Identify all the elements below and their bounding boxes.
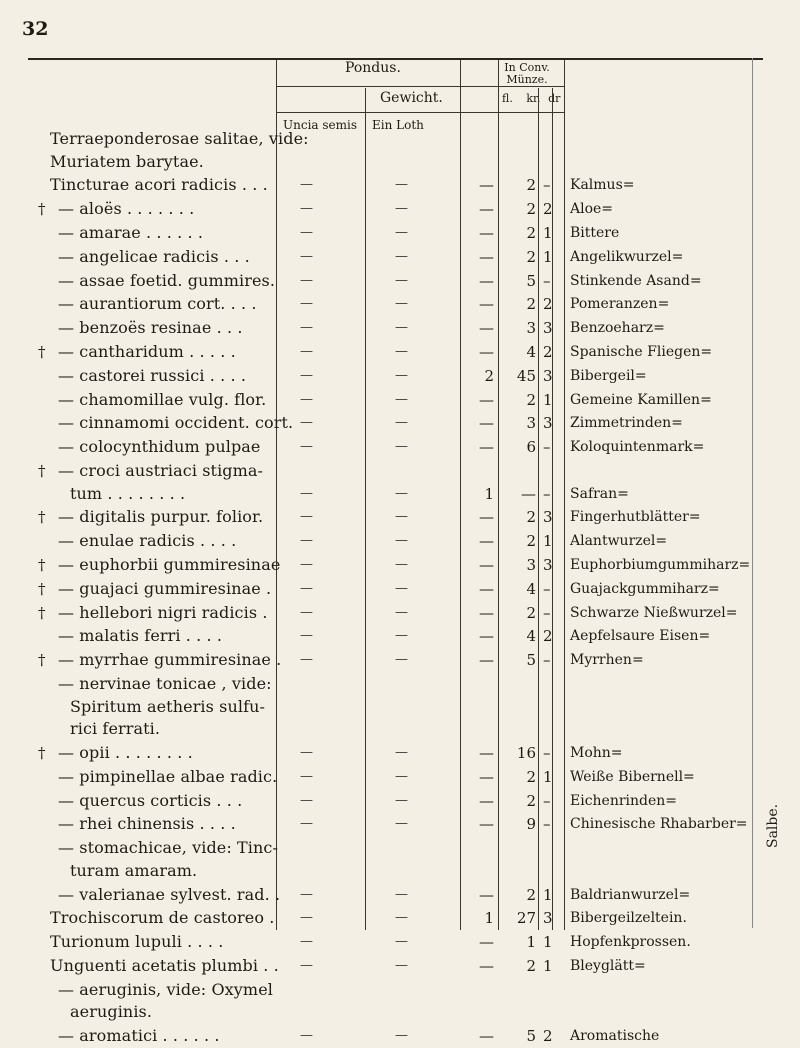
fl-value: —: [479, 438, 494, 457]
german-name: Baldrianwurzel=: [570, 886, 691, 903]
table-row: [0, 602, 800, 625]
german-name: Eichenrinden=: [570, 792, 678, 809]
header-fl: fl.: [502, 92, 513, 105]
latin-name: — valerianae sylvest. rad. .: [58, 884, 281, 904]
kr-value: 4: [526, 579, 536, 598]
table-row: [0, 317, 800, 340]
header-dr: dr: [548, 92, 561, 105]
table-row: [0, 341, 800, 364]
dagger-mark: †: [38, 744, 46, 762]
german-name: Chinesische Rhabarber=: [570, 816, 748, 833]
fl-value: —: [479, 1027, 494, 1046]
loth-dash: —: [395, 745, 408, 760]
loth-dash: —: [395, 177, 408, 193]
german-name: Kalmus=: [570, 177, 635, 194]
uncia-dash: —: [300, 367, 313, 383]
latin-name: — nervinae tonicae , vide:: [58, 674, 272, 693]
latin-name: — pimpinellae albae radic.: [58, 766, 278, 786]
table-row: [0, 955, 800, 978]
uncia-dash: —: [300, 604, 313, 620]
latin-name: — aromatici . . . . . .: [58, 1026, 220, 1046]
table-row: [0, 907, 800, 930]
loth-dash: —: [395, 816, 408, 832]
loth-dash: —: [395, 296, 408, 312]
fl-value: 1: [484, 484, 494, 503]
header-rule-1: [276, 86, 564, 87]
fl-value: —: [479, 508, 494, 527]
loth-dash: —: [395, 439, 408, 455]
uncia-dash: —: [300, 792, 313, 808]
dr-value: 3: [543, 366, 553, 385]
uncia-dash: —: [300, 934, 313, 950]
loth-dash: —: [395, 768, 408, 784]
table-row: [0, 813, 800, 836]
uncia-dash: —: [300, 886, 313, 902]
dr-value: 1: [543, 247, 553, 266]
uncia-dash: —: [300, 580, 313, 596]
dr-value: –: [543, 579, 551, 598]
dagger-mark: †: [38, 603, 46, 622]
kr-value: 2: [526, 390, 536, 409]
loth-dash: —: [395, 485, 408, 501]
dr-value: 2: [543, 627, 553, 646]
latin-name: — stomachicae, vide: Tinc-: [58, 838, 278, 858]
kr-value: 9: [526, 815, 536, 834]
table-row: [0, 128, 800, 173]
uncia-dash: —: [300, 1028, 313, 1044]
kr-value: 3: [526, 414, 536, 433]
kr-value: 27: [516, 909, 536, 928]
table-row: [0, 884, 800, 907]
kr-value: 2: [526, 532, 536, 551]
loth-dash: —: [395, 1028, 408, 1044]
german-name: Gemeine Kamillen=: [570, 391, 712, 408]
table-row: [0, 412, 800, 435]
loth-dash: —: [395, 391, 408, 407]
uncia-dash: —: [300, 272, 313, 288]
fl-value: —: [479, 532, 494, 551]
latin-name: — benzoës resinae . . .: [58, 318, 243, 338]
loth-dash: —: [395, 604, 408, 620]
latin-name: — enulae radicis . . . .: [58, 531, 237, 551]
kr-value: 16: [516, 744, 536, 762]
table-row: [0, 790, 800, 813]
dr-value: 1: [543, 885, 553, 904]
kr-value: 4: [526, 627, 536, 646]
kr-value: 5: [526, 1027, 536, 1046]
dr-value: 2: [543, 1027, 553, 1046]
latin-name: — cantharidum . . . . .: [58, 342, 236, 361]
table-row: [0, 174, 800, 197]
german-name: Spanische Fliegen=: [570, 344, 713, 360]
fl-value: —: [479, 651, 494, 670]
table-row: [0, 293, 800, 316]
latin-name: — digitalis purpur. folior.: [58, 507, 264, 527]
loth-dash: —: [395, 344, 408, 359]
fl-value: —: [479, 815, 494, 834]
dr-value: –: [543, 744, 551, 762]
loth-dash: —: [395, 934, 408, 950]
latin-name: — quercus corticis . . .: [58, 790, 243, 810]
latin-name: Trochiscorum de castoreo .: [50, 908, 275, 928]
uncia-dash: —: [300, 652, 313, 668]
dagger-mark: †: [38, 651, 46, 670]
fl-value: —: [479, 271, 494, 290]
latin-name-continued: aeruginis.: [70, 1002, 153, 1022]
table-row: [0, 530, 800, 553]
fl-value: —: [479, 200, 494, 219]
latin-name: — cinnamomi occident. cort.: [58, 413, 294, 433]
dr-value: 1: [543, 224, 553, 242]
kr-value: 3: [526, 319, 536, 338]
header-gewicht: Gewicht.: [380, 90, 443, 106]
german-name: Fingerhutblätter=: [570, 509, 701, 526]
kr-value: 2: [526, 508, 536, 527]
uncia-dash: —: [300, 745, 313, 760]
uncia-dash: —: [300, 509, 313, 525]
dagger-mark: †: [38, 462, 46, 480]
uncia-dash: —: [300, 628, 313, 644]
latin-name-continued: Muriatem barytae.: [50, 151, 204, 171]
kr-value: 2: [526, 224, 536, 242]
table-row: [0, 554, 800, 577]
header-rule-2: [276, 112, 564, 113]
german-name: Koloquintenmark=: [570, 439, 705, 456]
latin-name-continued: tum . . . . . . . .: [70, 483, 186, 503]
uncia-dash: —: [300, 177, 313, 193]
latin-name: — angelicae radicis . . .: [58, 246, 250, 266]
uncia-dash: —: [300, 248, 313, 264]
dr-value: 3: [543, 319, 553, 338]
uncia-dash: —: [300, 415, 313, 431]
loth-dash: —: [395, 628, 408, 644]
german-name: Zimmetrinden=: [570, 415, 683, 432]
dr-value: 2: [543, 200, 553, 219]
fl-value: —: [479, 556, 494, 574]
loth-dash: —: [395, 415, 408, 431]
german-name: Stinkende Asand=: [570, 272, 702, 289]
latin-name: — guajaci gummiresinae .: [58, 578, 272, 598]
german-name: Safran=: [570, 485, 629, 502]
header-conv-line1: In Conv.: [504, 61, 550, 74]
header-pondus: Pondus.: [345, 60, 401, 76]
latin-name: Turionum lupuli . . . .: [50, 932, 224, 952]
kr-value: 1: [526, 933, 536, 952]
uncia-dash: —: [300, 391, 313, 407]
fl-value: 1: [484, 909, 494, 928]
uncia-dash: —: [300, 344, 313, 359]
kr-value: 5: [526, 651, 536, 670]
latin-name: — colocynthidum pulpae: [58, 437, 261, 457]
latin-name: — myrrhae gummiresinae .: [58, 650, 282, 670]
dr-value: 3: [543, 556, 553, 574]
table-row: [0, 625, 800, 648]
loth-dash: —: [395, 886, 408, 902]
german-name: Benzoeharz=: [570, 320, 665, 337]
dr-value: –: [543, 484, 551, 503]
dr-value: –: [543, 651, 551, 670]
german-name: Bleyglätt=: [570, 958, 646, 974]
dr-value: 2: [543, 295, 553, 314]
fl-value: —: [479, 414, 494, 433]
german-name: Schwarze Nießwurzel=: [570, 604, 738, 621]
dr-value: –: [543, 603, 551, 622]
uncia-dash: —: [300, 439, 313, 455]
dagger-mark: †: [38, 508, 46, 527]
german-name: Alantwurzel=: [570, 533, 668, 550]
header-conv-line2: Münze.: [506, 73, 548, 86]
dr-value: 3: [543, 909, 553, 928]
dr-value: –: [543, 176, 551, 195]
dr-value: –: [543, 438, 551, 457]
fl-value: —: [479, 791, 494, 810]
latin-name: — euphorbii gummiresinae: [58, 555, 281, 574]
uncia-dash: —: [300, 320, 313, 336]
german-name: Bibergeilzeltein.: [570, 910, 687, 927]
kr-value: 2: [526, 791, 536, 810]
latin-name: — rhei chinensis . . . .: [58, 814, 236, 834]
header-kr: kr.: [526, 92, 541, 105]
german-name: Guajackgummiharz=: [570, 580, 720, 597]
uncia-dash: —: [300, 557, 313, 572]
loth-dash: —: [395, 958, 408, 973]
latin-name-continued: rici ferrati.: [70, 719, 161, 739]
german-name: Hopfenkprossen.: [570, 934, 691, 951]
dr-value: –: [543, 815, 551, 834]
latin-name: Unguenti acetatis plumbi . .: [50, 956, 279, 975]
fl-value: 2: [484, 366, 494, 385]
german-name: Mohn=: [570, 745, 623, 761]
dr-value: 2: [543, 343, 553, 361]
uncia-dash: —: [300, 485, 313, 501]
fl-value: —: [479, 767, 494, 786]
table-row: [0, 837, 800, 882]
uncia-dash: —: [300, 768, 313, 784]
uncia-dash: —: [300, 225, 313, 240]
dr-value: 1: [543, 390, 553, 409]
table-row: [0, 742, 800, 765]
latin-name: — chamomillae vulg. flor.: [58, 389, 267, 409]
kr-value: 2: [526, 200, 536, 219]
dagger-mark: †: [38, 200, 46, 219]
uncia-dash: —: [300, 296, 313, 312]
loth-dash: —: [395, 272, 408, 288]
dr-value: 3: [543, 414, 553, 433]
latin-name: Tincturae acori radicis . . .: [50, 175, 268, 195]
fl-value: —: [479, 933, 494, 952]
kr-value: 2: [526, 885, 536, 904]
loth-dash: —: [395, 509, 408, 525]
fl-value: —: [479, 176, 494, 195]
table-row: [0, 389, 800, 412]
dagger-mark: †: [38, 579, 46, 598]
dr-value: 1: [543, 767, 553, 786]
kr-value: 2: [526, 247, 536, 266]
table-row: [0, 766, 800, 789]
latin-name: — aloës . . . . . . .: [58, 199, 195, 219]
table-row: [0, 222, 800, 245]
loth-dash: —: [395, 201, 408, 217]
latin-name: — amarae . . . . . .: [58, 223, 204, 242]
uncia-dash: —: [300, 816, 313, 832]
loth-dash: —: [395, 225, 408, 240]
table-row: [0, 979, 800, 1024]
dagger-mark: †: [38, 556, 46, 574]
table-row: [0, 198, 800, 221]
fl-value: —: [479, 319, 494, 338]
latin-name: — assae foetid. gummires.: [58, 270, 276, 290]
dr-value: 3: [543, 508, 553, 527]
loth-dash: —: [395, 533, 408, 549]
table-row: [0, 365, 800, 388]
german-name: Bittere: [570, 225, 620, 241]
latin-name: — hellebori nigri radicis .: [58, 602, 268, 622]
kr-value: 2: [526, 767, 536, 786]
table-row: [0, 649, 800, 672]
header-uncia-semis: Uncia semis: [283, 118, 358, 132]
fl-value: —: [479, 343, 494, 361]
dr-value: 1: [543, 957, 553, 975]
table-row: [0, 246, 800, 269]
german-name: Aepfelsaure Eisen=: [570, 628, 711, 645]
fl-value: —: [479, 744, 494, 762]
table-row: [0, 436, 800, 459]
german-name: Angelikwurzel=: [570, 248, 684, 265]
dr-value: –: [543, 791, 551, 810]
fl-value: —: [479, 224, 494, 242]
kr-value: 3: [526, 556, 536, 574]
kr-value: 6: [526, 438, 536, 457]
table-row: [0, 931, 800, 954]
fl-value: —: [479, 885, 494, 904]
header-conv-muenze: [500, 62, 554, 86]
german-name: Aloe=: [570, 201, 614, 218]
fl-value: —: [479, 247, 494, 266]
fl-value: —: [479, 957, 494, 975]
german-name: Myrrhen=: [570, 652, 644, 669]
fl-value: —: [479, 627, 494, 646]
german-name: Aromatische: [570, 1028, 660, 1045]
dr-value: 1: [543, 532, 553, 551]
latin-name: Terraeponderosae salitae, vide:: [50, 129, 309, 148]
fl-value: —: [479, 603, 494, 622]
dr-value: 1: [543, 933, 553, 952]
header-ein-loth: Ein Loth: [372, 118, 424, 132]
loth-dash: —: [395, 652, 408, 668]
kr-value: 4: [526, 343, 536, 361]
table-row: [0, 460, 800, 505]
dr-value: –: [543, 271, 551, 290]
kr-value: 2: [526, 957, 536, 975]
loth-dash: —: [395, 580, 408, 596]
loth-dash: —: [395, 367, 408, 383]
german-name: Weiße Bibernell=: [570, 768, 695, 785]
uncia-dash: —: [300, 958, 313, 973]
latin-name: — castorei russici . . . .: [58, 365, 247, 385]
german-name: Euphorbiumgummiharz=: [570, 557, 751, 573]
kr-value: 45: [516, 366, 536, 385]
german-name: Bibergeil=: [570, 367, 647, 384]
table-row: [0, 270, 800, 293]
table-row: [0, 1025, 800, 1048]
page-number: 32: [22, 18, 49, 40]
side-label: Salbe.: [765, 803, 781, 848]
latin-name: — malatis ferri . . . .: [58, 626, 223, 646]
latin-name: — opii . . . . . . . .: [58, 743, 193, 762]
loth-dash: —: [395, 557, 408, 572]
loth-dash: —: [395, 910, 408, 926]
latin-name: — croci austriaci stigma-: [58, 461, 264, 480]
table-row: [0, 506, 800, 529]
latin-name-continued: Spiritum aetheris sulfu-: [70, 696, 266, 716]
uncia-dash: —: [300, 910, 313, 926]
latin-name: — aurantiorum cort. . . .: [58, 294, 257, 314]
uncia-dash: —: [300, 201, 313, 217]
table-row: [0, 578, 800, 601]
kr-value: 2: [526, 295, 536, 314]
kr-value: 2: [526, 176, 536, 195]
kr-value: 5: [526, 271, 536, 290]
german-name: Pomeranzen=: [570, 296, 670, 313]
kr-value: 2: [526, 603, 536, 622]
kr-value: —: [521, 484, 536, 503]
table-row: [0, 673, 800, 741]
latin-name-continued: turam amaram.: [70, 860, 198, 880]
fl-value: —: [479, 390, 494, 409]
uncia-dash: —: [300, 533, 313, 549]
fl-value: —: [479, 295, 494, 314]
fl-value: —: [479, 579, 494, 598]
loth-dash: —: [395, 792, 408, 808]
loth-dash: —: [395, 248, 408, 264]
loth-dash: —: [395, 320, 408, 336]
latin-name: — aeruginis, vide: Oxymel: [58, 979, 273, 999]
dagger-mark: †: [38, 343, 46, 361]
